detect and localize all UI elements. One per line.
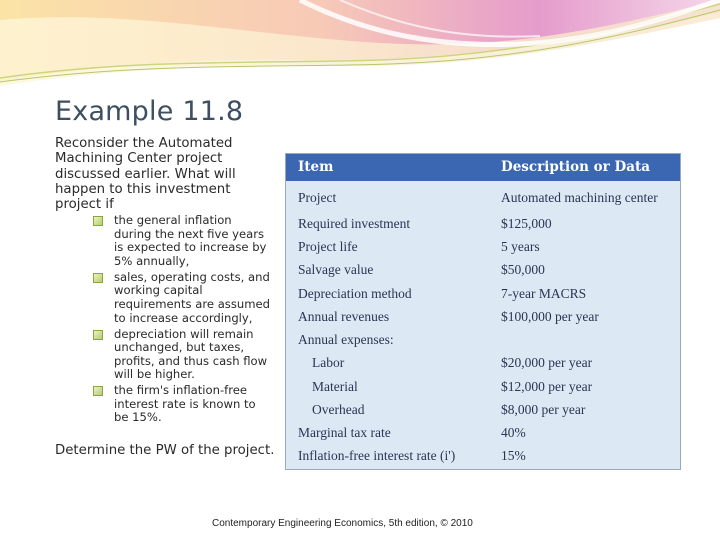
checkbox-bullet-icon [93,216,103,226]
row-value: $20,000 per year [501,355,593,370]
row-item: Inflation-free interest rate (i') [298,448,456,463]
bullet-text: the firm's inflation-free interest rate is known to be 15%. [114,383,256,425]
list-item [90,271,272,325]
row-item: Labor [312,355,345,370]
checkbox-bullet-icon [93,330,103,340]
row-value: $12,000 per year [501,379,593,394]
row-item: Annual revenues [298,309,390,324]
row-item: Overhead [312,402,365,417]
row-value: 40% [501,425,526,440]
row-value: $50,000 [501,262,545,277]
checkbox-bullet-icon [93,386,103,396]
bullet-text: depreciation will remain unchanged, but taxes, profits, and thus cash flow will be higher. [114,326,268,382]
closing-text: Determine the PW of the project. [55,443,275,458]
table-header [286,154,680,181]
row-value: 5 years [501,239,540,254]
intro-text: Reconsider the Automated Machining Center project discussed earlier. What will happen to this investment project if [55,136,236,213]
row-item: Project [298,190,337,205]
row-value: $100,000 per year [501,309,599,324]
bullet-text: sales, operating costs, and working capital requirements are assumed to increase accordingly, [114,269,271,325]
row-item: Salvage value [298,262,374,277]
row-value: Automated machining center [501,190,658,205]
row-item: Marginal tax rate [298,425,391,440]
row-value: $8,000 per year [501,402,586,417]
row-value: 7-year MACRS [501,286,587,301]
row-item: Annual expenses: [298,332,394,347]
header-description: Description or Data [501,159,650,175]
bullet-text: the general inflation during the next five years is expected to increase by 5% annually, [114,213,267,268]
project-data-table [285,153,681,470]
row-item: Depreciation method [298,286,412,301]
row-value: $125,000 [501,216,552,231]
row-item: Required investment [298,216,411,231]
row-value: 15% [501,448,526,463]
bullet-list [90,214,272,427]
header-item: Item [298,159,334,175]
footer-citation: Contemporary Engineering Economics, 5th edition, © 2010 [212,518,473,529]
list-item [90,384,272,425]
checkbox-bullet-icon [93,273,103,283]
row-item: Material [312,379,358,394]
list-item [90,328,272,382]
decorative-banner [0,0,720,100]
slide-title: Example 11.8 [55,96,244,127]
row-item: Project life [298,239,358,254]
list-item [90,214,272,268]
